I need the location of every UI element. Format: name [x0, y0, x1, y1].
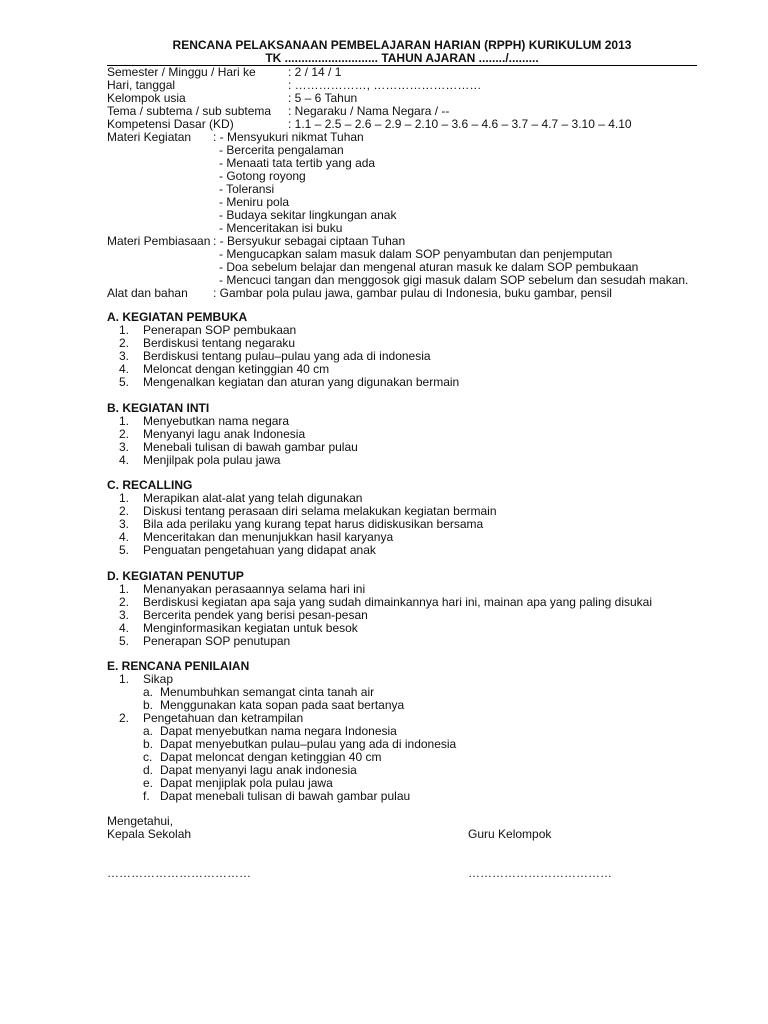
- signature-role-label: Kepala Sekolah: [107, 827, 192, 841]
- item-text: Berdiskusi tentang negaraku: [143, 336, 296, 350]
- item-text: Dapat menjiplak pola pulau jawa: [160, 776, 333, 790]
- item-text: Penerapan SOP pembukaan: [143, 323, 297, 337]
- item-letter: b.: [143, 698, 154, 712]
- item-number: 2.: [119, 504, 130, 518]
- info-row: [107, 118, 697, 131]
- item-text: Berdiskusi tentang pulau–pulau yang ada di indonesia: [143, 349, 431, 363]
- item-text: Dapat menyebutkan nama negara Indonesia: [160, 724, 397, 738]
- section-kegiatan-inti: [107, 402, 707, 467]
- materi-kegiatan: [107, 131, 697, 235]
- item-number: 3.: [119, 517, 130, 531]
- materi-pembiasaan-label: Materi Pembiasaan: [107, 234, 211, 248]
- item-number: 1.: [119, 491, 130, 505]
- item-text: Diskusi tentang perasaan diri selama melakukan kegiatan bermain: [143, 504, 497, 518]
- pembiasaan-item: - Mengucapkan salam masuk dalam SOP penyambutan dan penjemputan: [219, 247, 613, 261]
- item-text: Menumbuhkan semangat cinta tanah air: [160, 685, 375, 699]
- section-recalling: [107, 479, 707, 557]
- list-item: [107, 635, 707, 648]
- item-text: Menyanyi lagu anak Indonesia: [143, 427, 306, 441]
- item-text: Menjilpak pola pulau jawa: [143, 453, 281, 467]
- item-number: 1.: [119, 414, 130, 428]
- section-title: A. KEGIATAN PEMBUKA: [107, 310, 248, 324]
- info-row: [107, 79, 697, 92]
- materi-item: : - Mensyukuri nikmat Tuhan: [213, 130, 364, 144]
- item-letter: a.: [143, 724, 154, 738]
- item-number: 2.: [119, 427, 130, 441]
- section-title: D. KEGIATAN PENUTUP: [107, 569, 244, 583]
- materi-item: - Gotong royong: [219, 169, 306, 183]
- item-text: Menginformasikan kegiatan untuk besok: [143, 621, 358, 635]
- item-text: Meloncat dengan ketinggian 40 cm: [143, 362, 330, 376]
- info-value: : 1.1 – 2.5 – 2.6 – 2.9 – 2.10 – 3.6 – 4.6 – 3.7 – 4.7 – 3.10 – 4.10: [288, 117, 632, 131]
- signature-line: ………………………………: [468, 866, 612, 880]
- list-item: [107, 454, 707, 467]
- materi-row: [107, 209, 697, 222]
- item-letter: c.: [143, 750, 153, 764]
- item-number: 2.: [119, 336, 130, 350]
- signature-guru-kelompok: [468, 828, 768, 880]
- item-text: Menanyakan perasaannya selama hari ini: [143, 582, 366, 596]
- pembiasaan-item: - Doa sebelum belajar dan mengenal aturan masuk ke dalam SOP pembukaan: [219, 260, 639, 274]
- sub-list-item: [107, 790, 707, 803]
- materi-row: [107, 196, 697, 209]
- item-letter: f.: [143, 789, 150, 803]
- materi-row: [107, 157, 697, 170]
- info-label: Kelompok usia: [107, 91, 186, 105]
- info-value: : ………………, ………………………: [288, 78, 482, 92]
- item-text: Dapat menebali tulisan di bawah gambar pulau: [160, 789, 411, 803]
- materi-row: [107, 170, 697, 183]
- item-text: Pengetahuan dan ketrampilan: [143, 711, 304, 725]
- item-number: 1.: [119, 582, 130, 596]
- info-label: Tema / subtema / sub subtema: [107, 104, 272, 118]
- item-letter: a.: [143, 685, 154, 699]
- item-number: 4.: [119, 453, 130, 467]
- document-header: [107, 39, 697, 65]
- materi-pembiasaan: [107, 235, 697, 300]
- signature-role-label: Guru Kelompok: [468, 827, 552, 841]
- signature-line: ………………………………: [107, 866, 251, 880]
- materi-item: - Meniru pola: [219, 195, 290, 209]
- info-table: [107, 66, 697, 131]
- item-number: 3.: [119, 608, 130, 622]
- item-number: 3.: [119, 440, 130, 454]
- item-text: Menggunakan kata sopan pada saat bertanya: [160, 698, 405, 712]
- pembiasaan-item: - Mencuci tangan dan menggosok gigi masuk dalam SOP sebelum dan sesudah makan.: [219, 273, 689, 287]
- item-letter: e.: [143, 776, 154, 790]
- signature-kepala-sekolah: [107, 815, 407, 880]
- materi-row: [107, 144, 697, 157]
- item-number: 5.: [119, 634, 130, 648]
- info-value: : 2 / 14 / 1: [288, 65, 342, 79]
- list-item: [107, 376, 707, 389]
- item-text: Penerapan SOP penutupan: [143, 634, 291, 648]
- item-number: 1.: [119, 672, 130, 686]
- item-number: 1.: [119, 323, 130, 337]
- item-number: 5.: [119, 375, 130, 389]
- info-label: Kompetensi Dasar (KD): [107, 117, 234, 131]
- materi-row: [107, 131, 697, 144]
- document-title: RENCANA PELAKSANAAN PEMBELAJARAN HARIAN (RPPH) KURIKULUM 2013: [172, 38, 632, 52]
- alat-bahan-label: Alat dan bahan: [107, 286, 188, 300]
- item-text: Penguatan pengetahuan yang didapat anak: [143, 543, 376, 557]
- pembiasaan-item: : - Bersyukur sebagai ciptaan Tuhan: [213, 234, 406, 248]
- item-text: Menebali tulisan di bawah gambar pulau: [143, 440, 358, 454]
- item-text: Dapat menyanyi lagu anak indonesia: [160, 763, 357, 777]
- section-title: B. KEGIATAN INTI: [107, 401, 210, 415]
- materi-row: [107, 183, 697, 196]
- item-letter: b.: [143, 737, 154, 751]
- alat-bahan-value: : Gambar pola pulau jawa, gambar pulau di Indonesia, buku gambar, pensil: [213, 286, 612, 300]
- materi-item: - Bercerita pengalaman: [219, 143, 344, 157]
- item-text: Dapat meloncat dengan ketinggian 40 cm: [160, 750, 382, 764]
- section-title: E. RENCANA PENILAIAN: [107, 659, 250, 673]
- materi-item: - Menceritakan isi buku: [219, 221, 343, 235]
- item-letter: d.: [143, 763, 154, 777]
- list-item: [107, 544, 707, 557]
- info-value: : 5 – 6 Tahun: [288, 91, 358, 105]
- materi-kegiatan-label: Materi Kegiatan: [107, 130, 192, 144]
- item-text: Menyebutkan nama negara: [143, 414, 290, 428]
- item-text: Bercerita pendek yang berisi pesan-pesan: [143, 608, 368, 622]
- materi-item: - Menaati tata tertib yang ada: [219, 156, 376, 170]
- signature-acknowledge-text: Mengetahui,: [107, 814, 174, 828]
- info-label: Semester / Minggu / Hari ke: [107, 65, 256, 79]
- item-number: 2.: [119, 711, 130, 725]
- item-text: Berdiskusi kegiatan apa saja yang sudah dimainkannya hari ini, mainan apa yang paling disukai: [143, 595, 652, 609]
- info-value: : Negaraku / Nama Negara / --: [288, 104, 450, 118]
- item-text: Bila ada perilaku yang kurang tepat harus didiskusikan bersama: [143, 517, 484, 531]
- section-title: C. RECALLING: [107, 478, 193, 492]
- item-text: Merapikan alat-alat yang telah digunakan: [143, 491, 363, 505]
- info-label: Hari, tanggal: [107, 78, 176, 92]
- item-number: 5.: [119, 543, 130, 557]
- item-text: Sikap: [143, 672, 174, 686]
- item-number: 2.: [119, 595, 130, 609]
- item-number: 4.: [119, 530, 130, 544]
- item-text: Mengenalkan kegiatan dan aturan yang digunakan bermain: [143, 375, 460, 389]
- item-number: 4.: [119, 621, 130, 635]
- materi-item: - Toleransi: [219, 182, 275, 196]
- alat-bahan-row: [107, 287, 697, 300]
- item-number: 4.: [119, 362, 130, 376]
- section-rencana-penilaian: [107, 660, 707, 803]
- section-kegiatan-penutup: [107, 570, 707, 648]
- section-kegiatan-pembuka: [107, 311, 707, 389]
- item-text: Menceritakan dan menunjukkan hasil karyanya: [143, 530, 394, 544]
- item-number: 3.: [119, 349, 130, 363]
- materi-item: - Budaya sekitar lingkungan anak: [219, 208, 397, 222]
- item-text: Dapat menyebutkan pulau–pulau yang ada di indonesia: [160, 737, 457, 751]
- document-subtitle: TK ............................ TAHUN AJARAN ......../.........: [265, 51, 539, 65]
